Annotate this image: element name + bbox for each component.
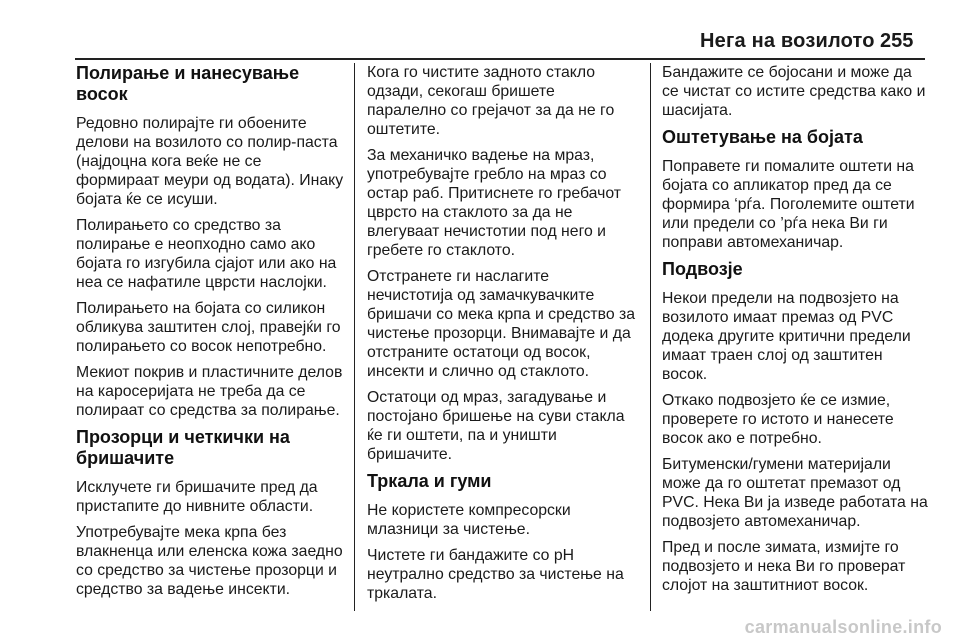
paragraph: Откако подвозјето ќе се измие, проверете го истото и нанесете восок ако е потребно. bbox=[662, 392, 894, 447]
paragraph: За механичко вадење на мраз, употребувајте гребло на мраз со остар раб. Притиснете го гребачот цврсто на стаклото за да не влегуваат нечистотии под него и гребете го стаклото. bbox=[367, 147, 622, 259]
section-heading: Полирање и нанесување восок bbox=[76, 63, 300, 104]
paragraph: Отстранете ги наслагите нечистотија од замачкувачките бришачи со мека крпа и средство за чистење прозорци. Внимавајте и да отстраните остатоци од восок, инсекти и слично од стаклото. bbox=[367, 268, 636, 380]
section-heading: Подвозје bbox=[662, 259, 743, 279]
header-rule bbox=[75, 58, 925, 60]
page-number: 255 bbox=[880, 30, 914, 52]
paragraph: Полирањето на бојата со силикон обликува заштитен слој, правејќи го полирањето со восок непотребно. bbox=[76, 300, 341, 355]
column-divider bbox=[650, 63, 651, 611]
column-divider bbox=[354, 63, 355, 611]
section-heading: Тркала и гуми bbox=[367, 471, 492, 491]
section-heading: Прозорци и четкички на бришачите bbox=[76, 427, 290, 468]
paragraph: Некои предели на подвозјето на возилото имаат премаз од PVC додека другите критични предели имаат траен слој од заштитен восок. bbox=[662, 290, 911, 383]
section-heading: Оштетување на бојата bbox=[662, 127, 863, 147]
paragraph: Битуменски/гумени материјали може да го оштетат премазот од PVC. Нека Ви ја изведе работата на подвозјето автомеханичар. bbox=[662, 456, 928, 530]
column-middle bbox=[367, 63, 637, 612]
paragraph: Мекиот покрив и пластичните делов на каросеријата не треба да се полираат со средства за полирање. bbox=[76, 364, 343, 419]
paragraph: Чистете ги бандажите со pH неутрално средство за чистење на тркалата. bbox=[367, 547, 624, 602]
watermark-text: carmanualsonline.info bbox=[744, 617, 942, 637]
paragraph: Не користете компресорски млазници за чистење. bbox=[367, 502, 571, 538]
paragraph: Остатоци од мраз, загадување и постојано бришење на суви стакла ќе ги оштети, па и уништи бришачите. bbox=[367, 389, 625, 463]
paragraph: Кога го чистите задното стакло одзади, секогаш бришете паралелно со грејачот за да не го оштетите. bbox=[367, 64, 615, 138]
paragraph: Полирањето со средство за полирање е неопходно само ако бојата го изгубила сјајот или ако на неа се нафатиле цврсти наслојки. bbox=[76, 217, 337, 291]
page-header bbox=[0, 0, 960, 58]
column-right bbox=[662, 63, 928, 612]
paragraph: Исклучете ги бришачите пред да пристапите до нивните области. bbox=[76, 479, 318, 515]
paragraph: Бандажите се бојосани и може да се чистат со истите средства како и шасијата. bbox=[662, 64, 926, 119]
column-left bbox=[76, 63, 348, 612]
paragraph: Поправете ги помалите оштети на бојата со апликатор пред да се формира ‘рѓа. Поголемите оштети или предели со ’рѓа нека Ви ги поправи автомеханичар. bbox=[662, 158, 915, 251]
paragraph: Пред и после зимата, измијте го подвозјето и нека Ви го проверат слојот на заштитниот восок. bbox=[662, 539, 906, 594]
paragraph: Редовно полирајте ги обоените делови на возилото со полир-паста (најдоцна кога веќе не се формираат меури од водата). Инаку бојата ќе се исуши. bbox=[76, 115, 344, 208]
paragraph: Употребувајте мека крпа без влакненца или еленска кожа заедно со средство за чистење прозорци и средство за вадење инсекти. bbox=[76, 524, 343, 598]
running-title: Нега на возилото bbox=[700, 30, 875, 52]
